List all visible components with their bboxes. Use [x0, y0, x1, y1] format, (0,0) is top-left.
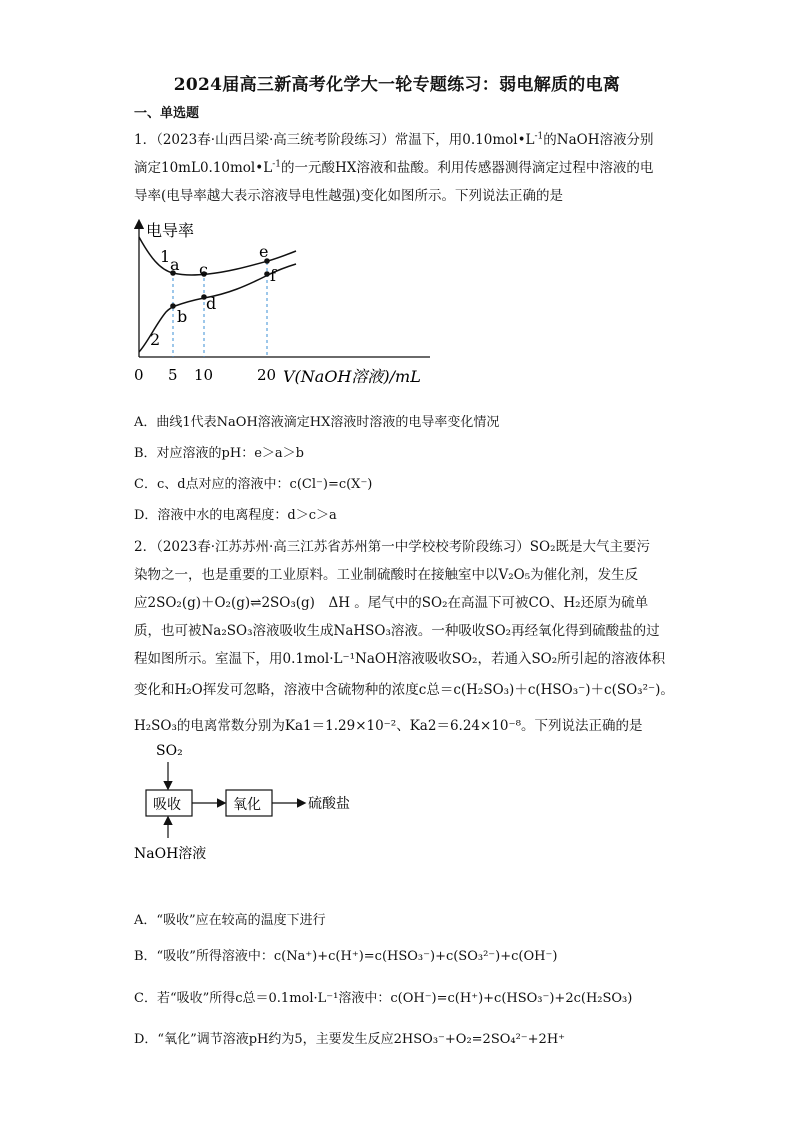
- q2-option-c[interactable]: C．若“吸收”所得c总＝0.1mol·L⁻¹溶液中：c(OH⁻)=c(H⁺)+c(HSO₃⁻)+2c(H₂SO₃): [134, 991, 633, 1006]
- q2-option-b[interactable]: B．“吸收”所得溶液中：c(Na⁺)+c(H⁺)=c(HSO₃⁻)+c(SO₃²⁻)+c(OH⁻): [134, 949, 558, 964]
- point-b: [170, 303, 176, 309]
- curve-label-1: 1: [160, 247, 171, 266]
- box-absorb-label: 吸收: [153, 797, 181, 813]
- flow-input-bottom: NaOH溶液: [134, 846, 207, 862]
- y-axis-label: 电导率: [146, 221, 195, 240]
- x-axis-label: V(NaOH溶液)/mL: [283, 367, 421, 386]
- flow-input-top: SO₂: [156, 743, 183, 759]
- q2-stem-line7: H₂SO₃的电离常数分别为Ka1＝1.29×10⁻²、Ka2＝6.24×10⁻⁸。下列说法正确的是: [134, 718, 643, 734]
- q1-stem-line3: 导率(电导率越大表示溶液导电性越强)变化如图所示。下列说法正确的是: [134, 188, 564, 204]
- q1-option-b[interactable]: B．对应溶液的pH：e＞a＞b: [134, 446, 304, 461]
- curve-label-2: 2: [150, 330, 161, 349]
- conductivity-chart: [128, 212, 438, 390]
- q2-option-d[interactable]: D．“氧化”调节溶液pH约为5，主要发生反应2HSO₃⁻+O₂=2SO₄²⁻+2H⁺: [134, 1032, 566, 1047]
- q2-stem-line6: 变化和H₂O挥发可忽略，溶液中含硫物种的浓度c总＝c(H₂SO₃)＋c(HSO₃⁻)＋c(SO₃²⁻)。: [134, 682, 674, 698]
- document-title: 2024届高三新高考化学大一轮专题练习：弱电解质的电离: [173, 75, 621, 95]
- point-label-f: f: [270, 266, 276, 285]
- q2-stem-line2: 染物之一，也是重要的工业原料。工业制硫酸时在接触室中以V₂O₅为催化剂，发生反: [134, 567, 639, 583]
- box-oxidize-label: 氧化: [233, 797, 261, 813]
- x-tick-origin: 0: [134, 366, 144, 384]
- q1-option-a[interactable]: A．曲线1代表NaOH溶液滴定HX溶液时溶液的电导率变化情况: [134, 415, 500, 430]
- q1-stem-line2: 滴定$10mL0.10mol•L^{-1}$的一元酸HX溶液和盐酸。利用传感器测得滴定过程中溶液的电: [134, 159, 654, 176]
- point-label-c: c: [199, 260, 208, 279]
- flow-output: 硫酸盐: [308, 796, 350, 812]
- q2-option-a[interactable]: A．“吸收”应在较高的温度下进行: [134, 913, 326, 928]
- point-label-a: a: [170, 255, 180, 274]
- absorption-flow-diagram: [128, 740, 388, 866]
- x-tick-5: 5: [168, 366, 178, 384]
- point-label-d: d: [206, 294, 217, 313]
- x-tick-10: 10: [194, 366, 214, 384]
- q2-stem-line4: 质，也可被Na₂SO₃溶液吸收生成NaHSO₃溶液。一种吸收SO₂再经氧化得到硫酸盐的过: [134, 623, 660, 639]
- point-label-b: b: [177, 307, 188, 326]
- q2-stem-line5: 程如图所示。室温下，用0.1mol·L⁻¹NaOH溶液吸收SO₂，若通入SO₂所引起的溶液体积: [134, 651, 666, 667]
- q2-stem-line3: 应2SO₂(g)＋O₂(g)⇌2SO₃(g) ΔH 。尾气中的SO₂在高温下可被CO、H₂还原为硫单: [134, 595, 649, 611]
- q1-stem-line1: 1．（2023春·山西吕梁·高三统考阶段练习）常温下，用$0.10mol•L^{-1}$的NaOH溶液分别: [134, 131, 654, 148]
- q2-stem-line1: 2．（2023春·江苏苏州·高三江苏省苏州第一中学校校考阶段练习）SO₂既是大气主要污: [134, 539, 651, 555]
- section-heading: 一、单选题: [134, 106, 200, 121]
- point-label-e: e: [259, 242, 269, 261]
- x-tick-20: 20: [257, 366, 277, 384]
- point-f: [264, 271, 270, 277]
- q1-option-d[interactable]: D．溶液中水的电离程度：d＞c＞a: [134, 508, 337, 523]
- q1-option-c[interactable]: C．c、d点对应的溶液中：c(Cl⁻)=c(X⁻): [134, 477, 373, 492]
